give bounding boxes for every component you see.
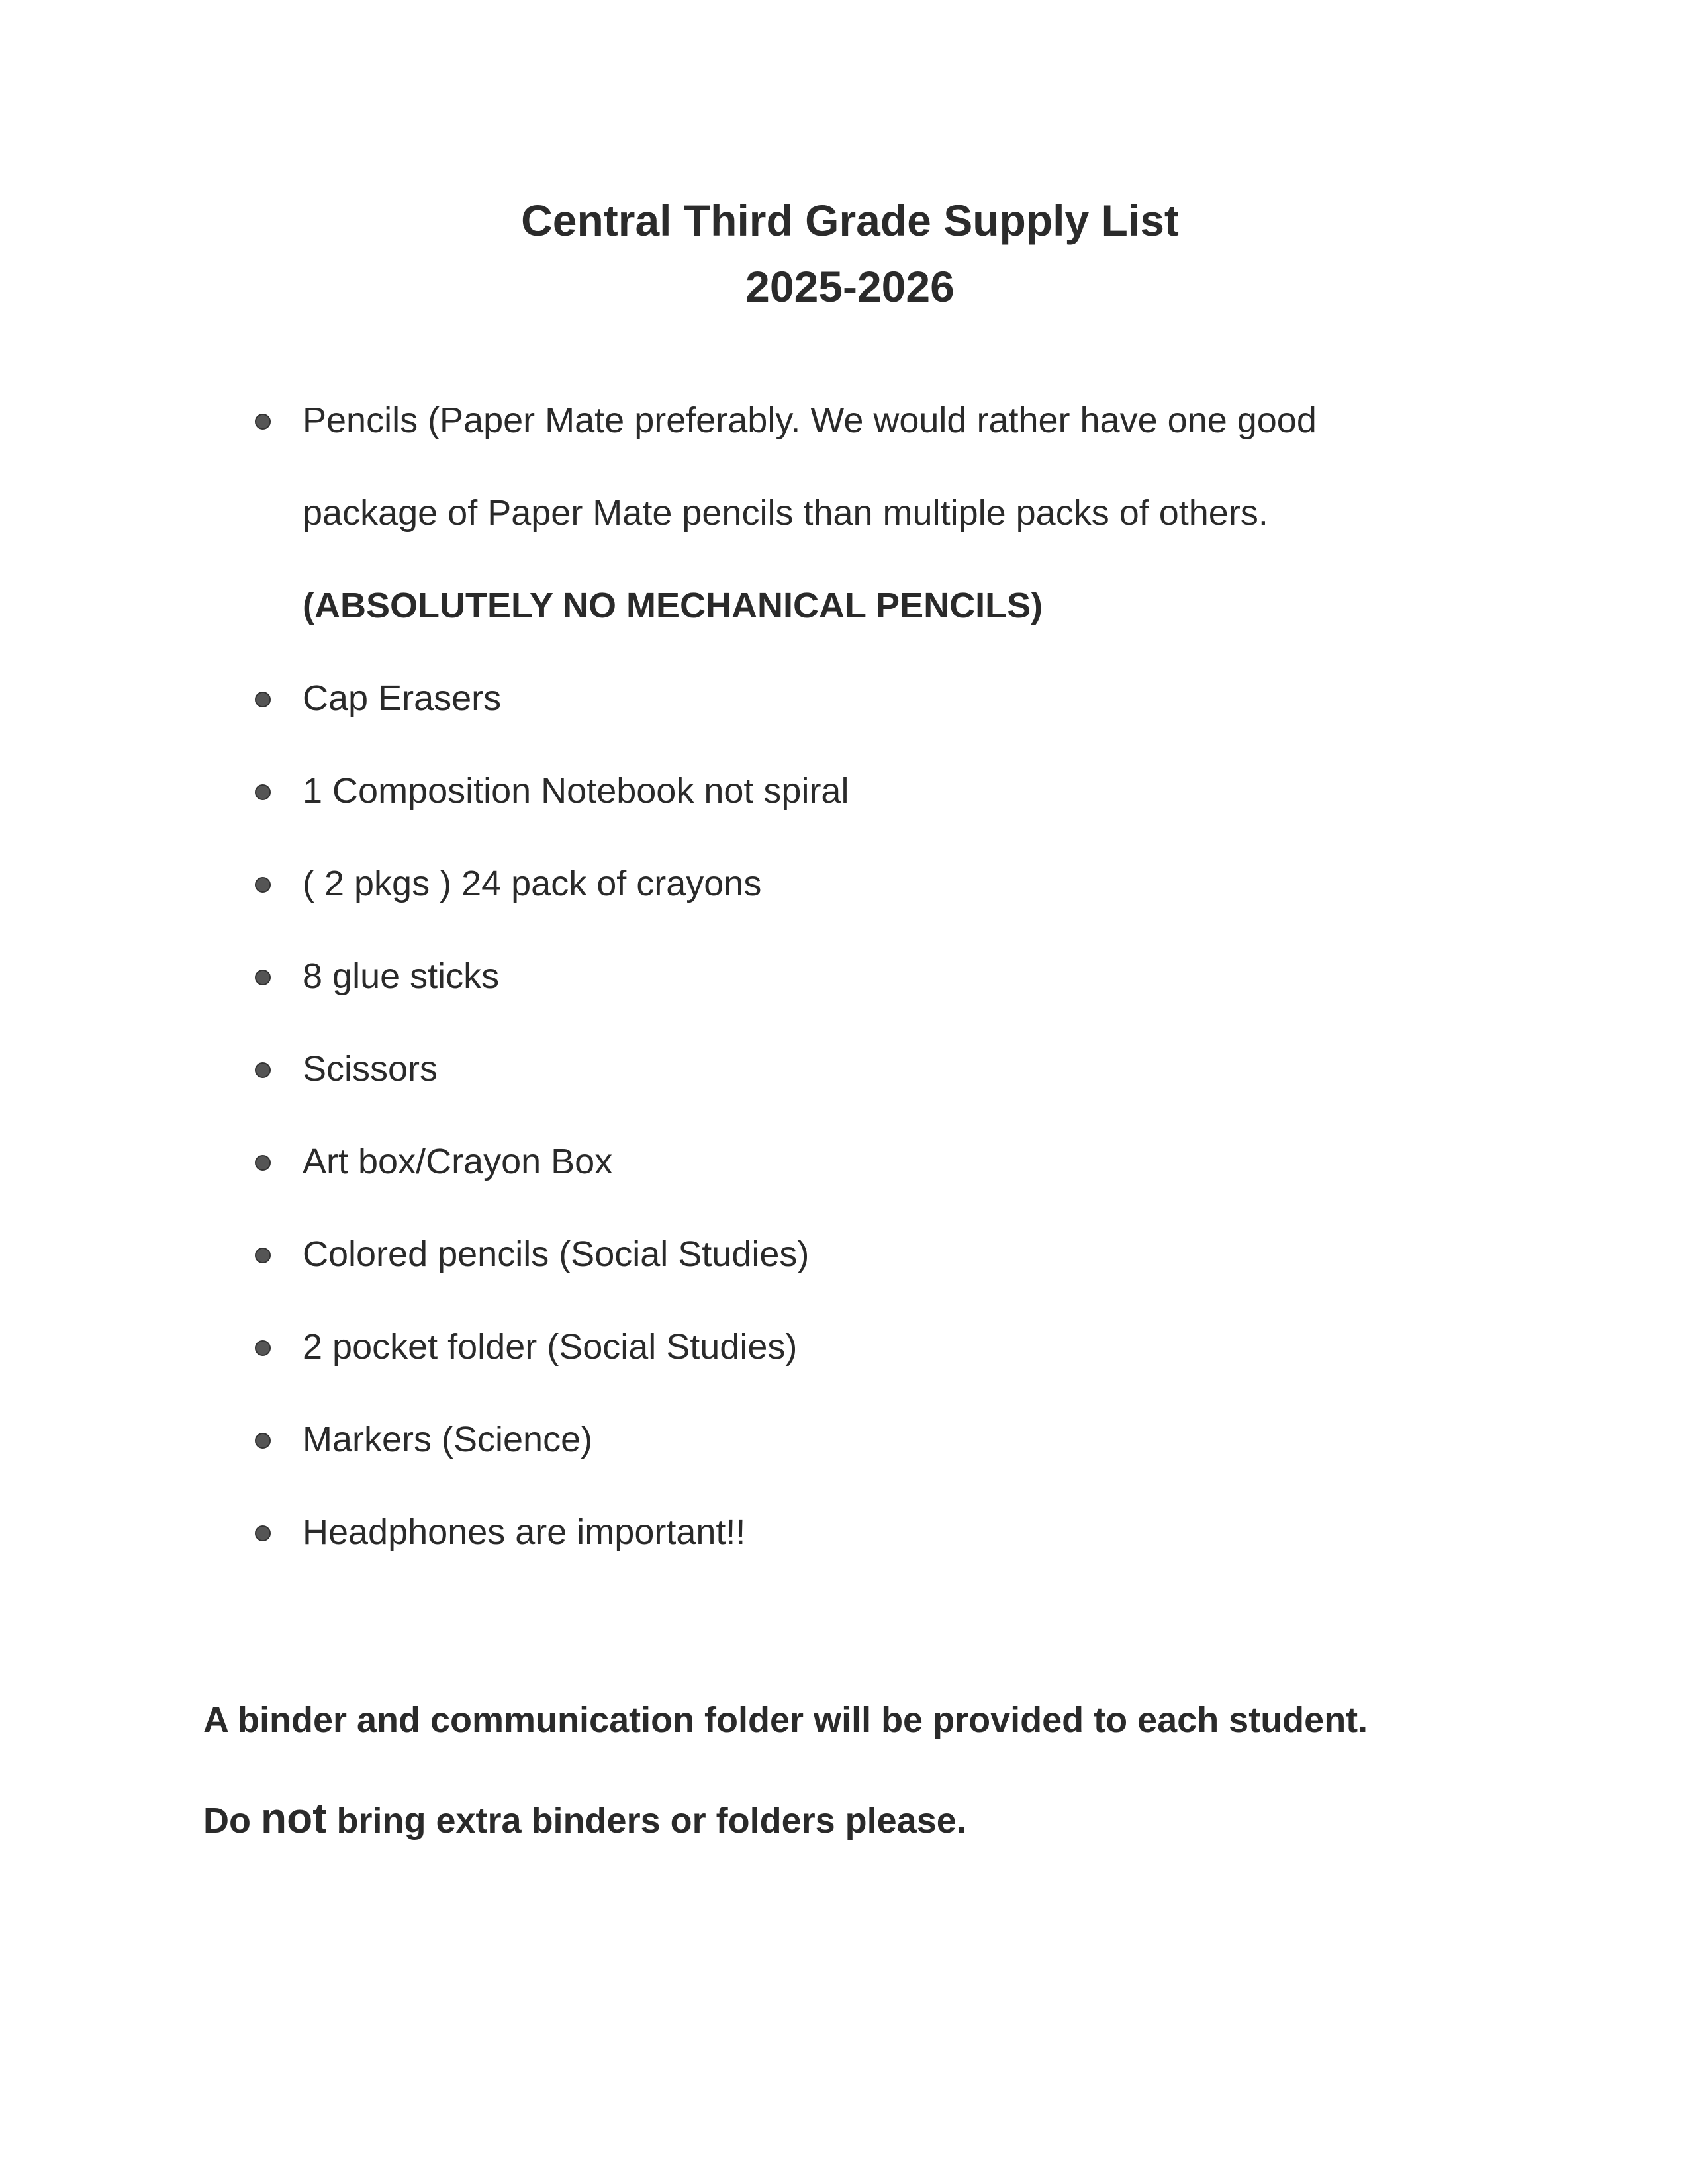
bullet-icon	[255, 414, 271, 430]
bullet-icon	[255, 970, 271, 985]
footer-text: Do	[203, 1801, 261, 1841]
list-item-text: Pencils (Paper Mate preferably. We would rather have one good	[303, 400, 1317, 440]
list-item-text: Scissors	[303, 1049, 438, 1089]
list-item-pencils	[252, 374, 1509, 652]
list-item	[252, 652, 1509, 745]
list-item	[252, 1023, 1509, 1115]
bullet-icon	[255, 784, 271, 800]
list-item-text: Cap Erasers	[303, 678, 502, 718]
list-item	[252, 745, 1509, 837]
list-item-text: Art box/Crayon Box	[303, 1142, 613, 1181]
list-item	[252, 1393, 1509, 1486]
list-item	[252, 1300, 1509, 1393]
list-item	[252, 1115, 1509, 1208]
list-item-text: Markers (Science)	[303, 1420, 593, 1459]
list-item-text: 8 glue sticks	[303, 956, 500, 996]
binder-provided-note: A binder and communication folder will be provided to each student.	[203, 1700, 1368, 1740]
list-item	[252, 837, 1509, 930]
bullet-icon	[255, 1155, 271, 1171]
title-block	[0, 187, 1688, 320]
list-item-text: 2 pocket folder (Social Studies)	[303, 1327, 798, 1367]
footer-text: bring extra binders or folders please.	[326, 1801, 966, 1841]
list-item-text: ( 2 pkgs ) 24 pack of crayons	[303, 864, 762, 903]
footer-notes	[203, 1671, 1593, 1870]
bullet-icon	[255, 1433, 271, 1449]
no-extra-binders-note	[203, 1769, 1593, 1870]
bullet-icon	[255, 1340, 271, 1356]
bullet-icon	[255, 1248, 271, 1263]
list-item-text: Colored pencils (Social Studies)	[303, 1234, 810, 1274]
list-item	[252, 930, 1509, 1023]
bullet-icon	[255, 877, 271, 893]
bullet-icon	[255, 1062, 271, 1078]
list-item-text: Headphones are important!!	[303, 1512, 746, 1552]
bullet-icon	[255, 692, 271, 707]
supply-list	[252, 374, 1509, 1578]
list-item	[252, 1208, 1509, 1300]
list-item-text: package of Paper Mate pencils than multiple packs of others.	[303, 493, 1268, 533]
bullet-icon	[255, 1525, 271, 1541]
list-item	[252, 1486, 1509, 1578]
list-item-text: 1 Composition Notebook not spiral	[303, 771, 849, 811]
emphasis-not: not	[261, 1794, 327, 1842]
mechanical-pencil-warning: (ABSOLUTELY NO MECHANICAL PENCILS)	[303, 586, 1043, 625]
page-title: Central Third Grade Supply List	[521, 196, 1179, 245]
school-year: 2025-2026	[745, 262, 955, 311]
